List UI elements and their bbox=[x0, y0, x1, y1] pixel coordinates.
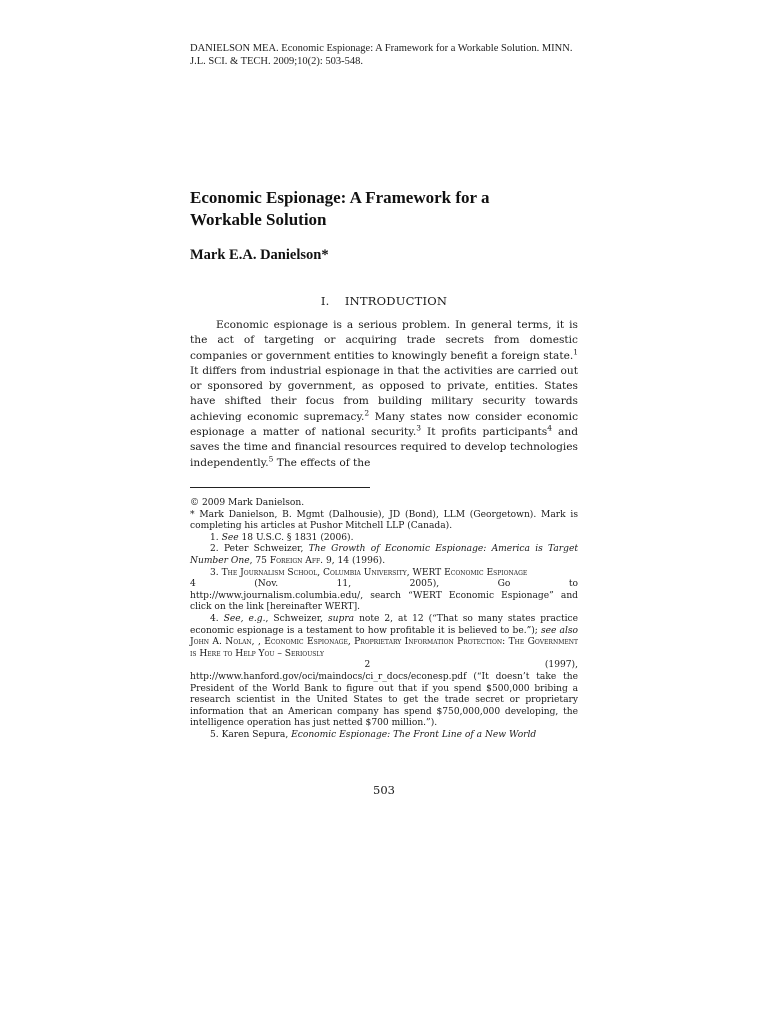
author-name: John A. Nolan, bbox=[190, 637, 258, 648]
footnote-copyright: © 2009 Mark Danielson. bbox=[190, 498, 305, 508]
body-text: Many states now consider economic espionage a matter of national security. bbox=[190, 410, 578, 439]
footnote-5 bbox=[190, 730, 578, 742]
signal: see also bbox=[540, 625, 579, 636]
footnote-text: . 9, 14 (1996). bbox=[320, 555, 386, 566]
footnote-ref-1[interactable]: 1 bbox=[573, 347, 578, 357]
article-citation-title: Economic Espionage: The Front Line of a New World bbox=[291, 729, 537, 740]
footnote-3-rest: http://www.journalism.columbia.edu/, search “WERT Economic Espionage” and click on the link [hereinafter WERT]. bbox=[190, 590, 578, 613]
footnote-text: , Schweizer, bbox=[265, 613, 328, 624]
signal: See, e.g. bbox=[223, 613, 266, 624]
footnote-word: to bbox=[568, 579, 578, 590]
body-text: It profits participants bbox=[421, 426, 548, 439]
citation-header bbox=[190, 42, 610, 68]
footnote-2 bbox=[190, 544, 578, 567]
article-citation-title: The Growth of Economic Espionage: America is Target Number One bbox=[190, 544, 578, 566]
footnote-word: (1997), bbox=[544, 660, 578, 671]
article-author: Mark E.A. Danielson* bbox=[190, 247, 329, 263]
footnote-ref-5[interactable]: 5 bbox=[268, 454, 274, 464]
footnote-number: 2. bbox=[210, 544, 219, 555]
journal-name: Foreign Aff bbox=[269, 555, 321, 566]
footnote-text: 18 U.S.C. § 1831 (2006). bbox=[238, 532, 354, 543]
signal: supra bbox=[327, 613, 355, 624]
footnote-number: 3. bbox=[210, 567, 219, 578]
footnote-ref-4[interactable]: 4 bbox=[547, 423, 553, 433]
section-heading: I. INTRODUCTION bbox=[320, 294, 448, 308]
footnote-ref-2[interactable]: 2 bbox=[364, 408, 370, 418]
body-text: and saves the time and financial resources required to develop technologies independently. bbox=[190, 426, 578, 469]
footnote-word: 4 bbox=[190, 579, 196, 590]
page-number: 503 bbox=[373, 783, 395, 797]
citation-line-1: DANIELSON MEA. Economic Espionage: A Framework for a Workable Solution. MINN. bbox=[190, 43, 573, 54]
footnote-ref-3[interactable]: 3 bbox=[416, 423, 421, 433]
body-text: The effects of the bbox=[273, 456, 371, 469]
footnote-text: Peter Schweizer, bbox=[218, 544, 309, 555]
footnote-1 bbox=[190, 533, 578, 545]
footnotes bbox=[190, 498, 578, 741]
footnote-word: Go bbox=[497, 579, 511, 590]
footnote-number: 5. bbox=[210, 729, 219, 740]
footnote-divider bbox=[190, 487, 370, 488]
body-paragraph bbox=[190, 318, 578, 471]
book-title: Economic Espionage, Proprietary Information Protection: The Government is Here to Help You – Seriously bbox=[190, 637, 578, 659]
footnote-4: 4. See, e.g., Schweizer, supra note 2, at 12 (“That so many states practice economic espionage is a testament to how profitable it is believed to be.”); see also John A. Nolan, , Economic Espionage, Proprietary Information Protection: The Government is Here to Help You – Seriously bbox=[190, 613, 579, 659]
footnote-3 bbox=[190, 568, 578, 580]
footnote-author: * Mark Danielson, B. Mgmt (Dalhousie), JD (Bond), LLM (Georgetown). Mark is completing his articles at Pushor Mitchell LLP (Canada). bbox=[190, 509, 578, 532]
citation-line-2: J.L. SCI. & TECH. 2009;10(2): 503-548. bbox=[190, 56, 364, 67]
footnote-number: 1. bbox=[210, 532, 219, 543]
signal: See bbox=[221, 532, 239, 543]
footnote-word: (Nov. bbox=[254, 579, 279, 590]
footnote-word: 2 bbox=[364, 660, 371, 671]
footnote-word: 2005), bbox=[409, 579, 440, 590]
footnote-text: Karen Sepura, bbox=[218, 729, 292, 740]
footnote-text: , 75 bbox=[249, 555, 270, 566]
footnote-word: 11, bbox=[336, 579, 352, 590]
footnote-4-spread-line bbox=[190, 660, 578, 672]
title-line-2: Workable Solution bbox=[190, 210, 327, 229]
title-line-1: Economic Espionage: A Framework for a bbox=[190, 188, 490, 207]
source-name: The Journalism School, Columbia University, WERT Economic Espionage bbox=[221, 567, 528, 578]
body-text: Economic espionage is a serious problem. In general terms, it is the act of targeting or acquiring trade secrets from domestic companies or government entities to knowingly benefit a foreign state. bbox=[190, 319, 578, 362]
footnote-number: 4. bbox=[210, 613, 219, 624]
footnote-3-spread-line bbox=[190, 579, 578, 591]
footnote-text: note 2, at 12 (“That so many states practice economic espionage is a testament to how profitable it is believed to be.”); bbox=[190, 613, 578, 636]
article-title bbox=[190, 187, 590, 231]
footnote-4-rest: http://www.hanford.gov/oci/maindocs/ci_r_docs/econesp.pdf (“It doesn’t take the President of the World Bank to figure out that if you spend $500,000 bribing a research scientist in the United States to get the trade secret or proprietary information that an American company has spend $750,000,000 developing, the intelligence operation has just netted $700 million.”). bbox=[190, 671, 578, 729]
body-text: It differs from industrial espionage in that the activities are carried out or sponsored by government, as opposed to private, entities. States have shifted their focus from building military security towards achieving economic supremacy. bbox=[190, 364, 578, 423]
